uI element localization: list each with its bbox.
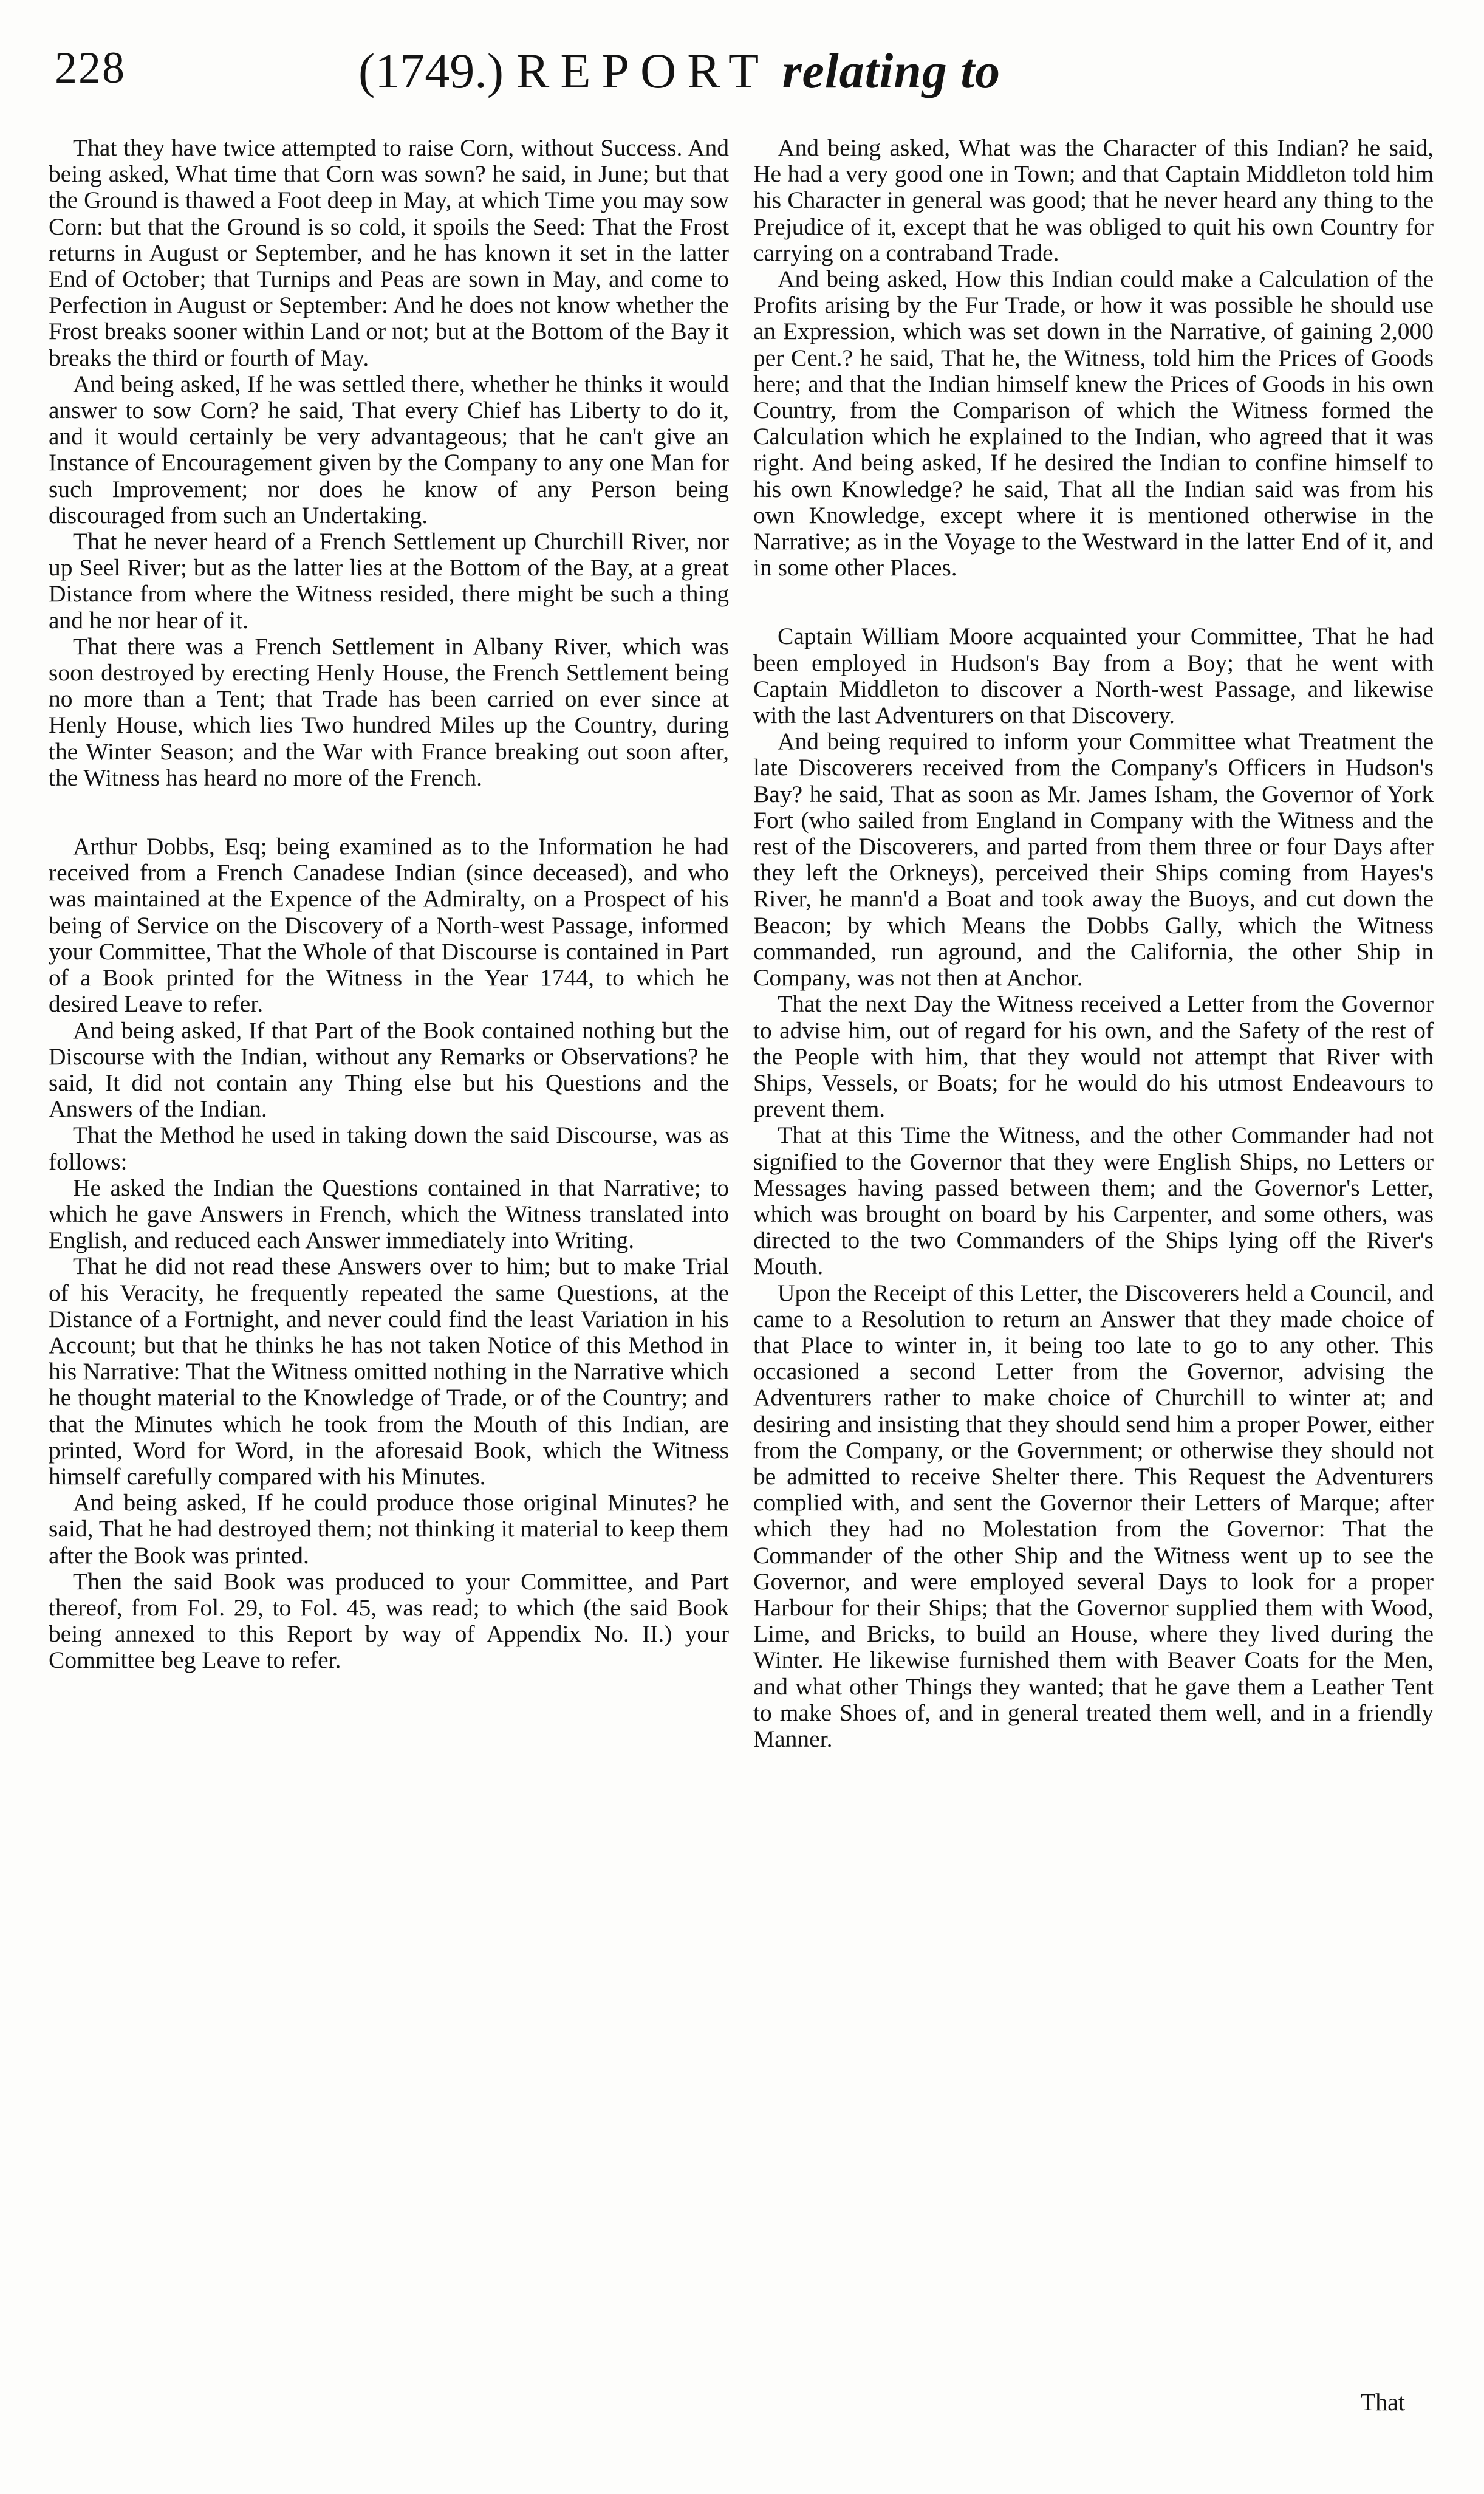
page-header xyxy=(55,43,1428,134)
paragraph: That the Method he used in taking down the said Discourse, was as follows: xyxy=(49,1122,729,1175)
running-title xyxy=(358,43,1000,100)
paragraph: That at this Time the Witness, and the other Commander had not signified to the Governor that they were English Ships, no Letters or Messages having passed between them; and the Governor's Letter, which was brought on board by his Carpenter, and some others, was directed to the two Commanders of the Ships lying off the River's Mouth. xyxy=(753,1122,1434,1280)
paragraph: And being asked, What was the Character of this Indian? he said, He had a very good one in Town; and that Captain Middleton told him his Character in general was good; that he never heard any thing to the Prejudice of it, except that he was obliged to quit his own Country for carrying on a contraband Trade. xyxy=(753,134,1434,266)
paragraph: Captain William Moore acquainted your Committee, That he had been employed in Hudson's Bay from a Boy; that he went with Captain Middleton to discover a North-west Passage, and likewise with the last Adventurers on that Discovery. xyxy=(753,623,1434,729)
paragraph: And being required to inform your Committee what Treatment the late Discoverers received from the Company's Officers in Hudson's Bay? he said, That as soon as Mr. James Isham, the Governor of York Fort (who sailed from England in Company with the Witness and the rest of the Discoverers, and parted from them three or four Days after they left the Orkneys), perceived their Ships coming from Hayes's River, he mann'd a Boat and took away the Buoys, and cut down the Beacon; by which Means the Dobbs Gally, which the Witness commanded, run aground, and the California, the other Ship in Company, was not then at Anchor. xyxy=(753,728,1434,992)
right-column xyxy=(753,135,1434,1752)
running-title-report: REPORT xyxy=(516,43,770,98)
paragraph: And being asked, If he was settled there, whether he thinks it would answer to sow Corn? he said, That every Chief has Liberty to do it, and it would certainly be very advantageous; that he can't give an Instance of Encouragement given by the Company to any one Man for such Improvement; nor does he know of any Person being discouraged from such an Undertaking. xyxy=(49,370,729,529)
running-title-year: (1749.) xyxy=(358,43,504,98)
catchword: That xyxy=(1360,2388,1405,2416)
paragraph: That they have twice attempted to raise Corn, without Success. And being asked, What time that Corn was sown? he said, in June; but that the Ground is thawed a Foot deep in May, at which Time you may sow Corn: but that the Ground is so cold, it spoils the Seed: That the Frost returns in August or September, and he has known it set in the latter End of October; that Turnips and Peas are sown in May, and come to Perfection in August or September: And he does not know whether the Frost breaks sooner within Land or not; but at the Bottom of the Bay it breaks the third or fourth of May. xyxy=(49,134,729,371)
paragraph: Then the said Book was produced to your Committee, and Part thereof, from Fol. 29, to Fol. 45, was read; to which (the said Book being annexed to this Report by way of Appendix No. II.) your Committee beg Leave to refer. xyxy=(49,1567,729,1674)
paragraph: That the next Day the Witness received a Letter from the Governor to advise him, out of regard for his own, and the Safety of the rest of the People with him, that they would not attempt that River with Ships, Vessels, or Boats; for he would do his utmost Endeavours to prevent them. xyxy=(753,990,1434,1123)
paragraph: He asked the Indian the Questions contained in that Narrative; to which he gave Answers in French, which the Witness translated into English, and reduced each Answer immediately into Writing. xyxy=(49,1174,729,1254)
paragraph: And being asked, If he could produce those original Minutes? he said, That he had destroyed them; not thinking it material to keep them after the Book was printed. xyxy=(49,1489,729,1569)
page-number: 228 xyxy=(55,43,126,93)
paragraph: That he never heard of a French Settlement up Churchill River, nor up Seel River; but as the latter lies at the Bottom of the Bay, at a great Distance from where the Witness resided, there might be such a thing and he nor hear of it. xyxy=(49,528,729,634)
paragraph: Upon the Receipt of this Letter, the Discoverers held a Council, and came to a Resolution to return an Answer that they made choice of that Place to winter in, it being too late to go to any other. This occasioned a second Letter from the Governor, advising the Adventurers rather to make choice of Churchill to winter at; and desiring and insisting that they should send him a proper Power, either from the Company, or the Government; or otherwise they should not be admitted to receive Shelter there. This Request the Adventurers complied with, and sent the Governor their Letters of Marque; after which they had no Molestation from the Governor: That the Commander of the other Ship and the Witness went up to see the Governor, and were employed several Days to look for a proper Harbour for their Ships; that the Governor supplied them with Wood, Lime, and Bricks, to build an House, where they lived during the Winter. He likewise furnished them with Beaver Coats for the Men, and what other Things they wanted; that he gave them a Leather Tent to make Shoes of, and in general treated them well, and in a friendly Manner. xyxy=(753,1279,1434,1752)
paragraph: And being asked, If that Part of the Book contained nothing but the Discourse with the Indian, without any Remarks or Observations? he said, It did not contain any Thing else but his Questions and the Answers of the Indian. xyxy=(49,1016,729,1123)
paragraph: Arthur Dobbs, Esq; being examined as to the Information he had received from a French Canadese Indian (since deceased), and who was maintained at the Expence of the Admiralty, on a Prospect of his being of Service on the Discovery of a North-west Passage, informed your Committee, That the Whole of that Discourse is contained in Part of a Book printed for the Witness in the Year 1744, to which he desired Leave to refer. xyxy=(49,833,729,1018)
paragraph: And being asked, How this Indian could make a Calculation of the Profits arising by the Fur Trade, or how it was possible he should use an Expression, which was set down in the Narrative, of gaining 2,000 per Cent.? he said, That he, the Witness, told him the Prices of Goods here; and that the Indian himself knew the Prices of Goods in his own Country, from the Comparison of which the Witness formed the Calculation which he explained to the Indian, who agreed that it was right. And being asked, If he desired the Indian to confine himself to his own Knowledge? he said, That all the Indian said was from his own Knowledge, except where it is mentioned otherwise in the Narrative; as in the Voyage to the Westward in the latter End of it, and in some other Places. xyxy=(753,266,1434,581)
paragraph: That there was a French Settlement in Albany River, which was soon destroyed by erecting Henly House, the French Settlement being no more than a Tent; that Trade has been carried on ever since at Henly House, which lies Two hundred Miles up the Country, during the Winter Season; and the War with France breaking out soon after, the Witness has heard no more of the French. xyxy=(49,632,729,791)
left-column xyxy=(49,135,729,1674)
paragraph: That he did not read these Answers over to him; but to make Trial of his Veracity, he frequently repeated the same Questions, at the Distance of a Fortnight, and never could find the least Variation in his Account; but that he thinks he has not taken Notice of this Method in his Narrative: That the Witness omitted nothing in the Narrative which he thought material to the Knowledge of Trade, or of the Country; and that the Minutes which he took from the Mouth of this Indian, are printed, Word for Word, in the aforesaid Book, which the Witness himself carefully compared with his Minutes. xyxy=(49,1253,729,1490)
running-title-relating: relating to xyxy=(782,43,1001,98)
